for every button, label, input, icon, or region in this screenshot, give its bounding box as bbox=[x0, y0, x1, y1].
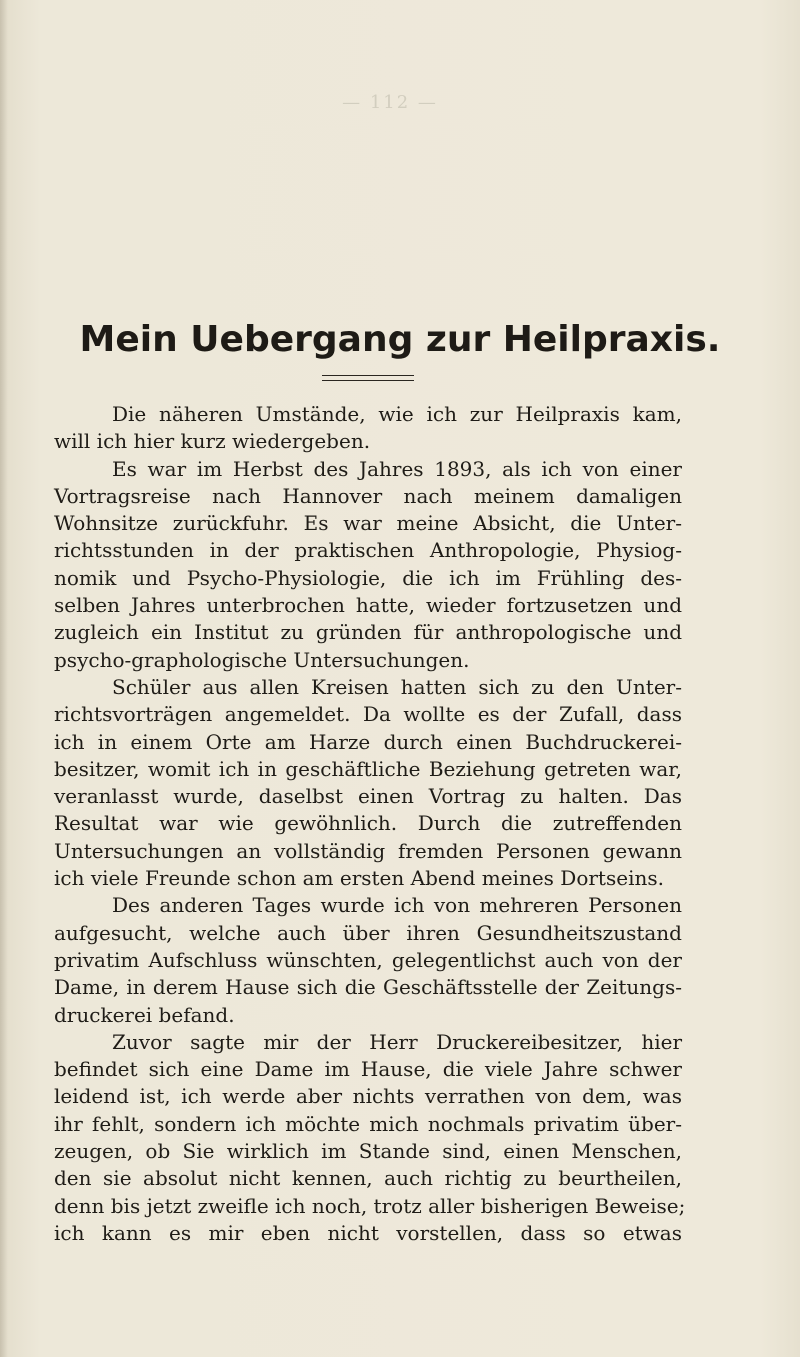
text-line: zugleich ein Institut zu gründen für anthropologische und bbox=[54, 620, 682, 645]
text-line: Wohnsitze zurückfuhr. Es war meine Absicht, die Unter- bbox=[54, 511, 682, 536]
body-text bbox=[54, 401, 686, 1247]
title-double-rule-top bbox=[322, 375, 414, 376]
text-line: befindet sich eine Dame im Hause, die viele Jahre schwer bbox=[54, 1057, 682, 1082]
text-line: druckerei befand. bbox=[54, 1002, 235, 1027]
page-edge-shadow bbox=[0, 0, 8, 1357]
text-line: besitzer, womit ich in geschäftliche Beziehung getreten war, bbox=[54, 756, 682, 781]
text-line: ihr fehlt, sondern ich möchte mich nochmals privatim über- bbox=[54, 1111, 682, 1136]
text-line: ich viele Freunde schon am ersten Abend meines Dortseins. bbox=[54, 866, 664, 891]
text-line: Des anderen Tages wurde ich von mehreren Personen bbox=[112, 893, 682, 918]
text-line: nomik und Psycho-Physiologie, die ich im Frühling des- bbox=[54, 565, 682, 590]
text-line: zeugen, ob Sie wirklich im Stande sind, einen Menschen, bbox=[54, 1139, 682, 1164]
page-number: — 112 — bbox=[342, 92, 438, 113]
text-line: denn bis jetzt zweifle ich noch, trotz aller bisherigen Beweise; bbox=[54, 1193, 686, 1218]
text-line: Zuvor sagte mir der Herr Druckereibesitzer, hier bbox=[112, 1029, 682, 1054]
text-line: ich kann es mir eben nicht vorstellen, dass so etwas bbox=[54, 1220, 682, 1245]
text-line: Schüler aus allen Kreisen hatten sich zu den Unter- bbox=[112, 674, 682, 699]
text-line: Dame, in derem Hause sich die Geschäftsstelle der Zeitungs- bbox=[54, 975, 682, 1000]
text-line: leidend ist, ich werde aber nichts verrathen von dem, was bbox=[54, 1084, 682, 1109]
text-line: ich in einem Orte am Harze durch einen Buchdruckerei- bbox=[54, 729, 682, 754]
text-line: Es war im Herbst des Jahres 1893, als ich von einer bbox=[112, 456, 682, 481]
text-line: Vortragsreise nach Hannover nach meinem damaligen bbox=[54, 483, 682, 508]
text-line: Resultat war wie gewöhnlich. Durch die zutreffenden bbox=[54, 811, 682, 836]
text-line: Die näheren Umstände, wie ich zur Heilpraxis kam, bbox=[112, 402, 682, 426]
text-line: psycho-graphologische Untersuchungen. bbox=[54, 647, 470, 672]
text-line: selben Jahres unterbrochen hatte, wieder fortzusetzen und bbox=[54, 593, 682, 618]
text-line: richtsstunden in der praktischen Anthropologie, Physiog- bbox=[54, 538, 682, 563]
text-line: aufgesucht, welche auch über ihren Gesundheitszustand bbox=[54, 920, 682, 945]
text-line: privatim Aufschluss wünschten, gelegentlichst auch von der bbox=[54, 947, 682, 972]
text-line: den sie absolut nicht kennen, auch richtig zu beurtheilen, bbox=[54, 1166, 682, 1191]
text-line: veranlasst wurde, daselbst einen Vortrag zu halten. Das bbox=[54, 784, 682, 809]
text-line: richtsvorträgen angemeldet. Da wollte es der Zufall, dass bbox=[54, 702, 682, 727]
title-double-rule-bottom bbox=[322, 380, 414, 381]
text-line: Untersuchungen an vollständig fremden Personen gewann bbox=[54, 838, 682, 863]
text-line: will ich hier kurz wiedergeben. bbox=[54, 429, 371, 454]
chapter-title: Mein Uebergang zur Heilpraxis. bbox=[79, 319, 721, 360]
